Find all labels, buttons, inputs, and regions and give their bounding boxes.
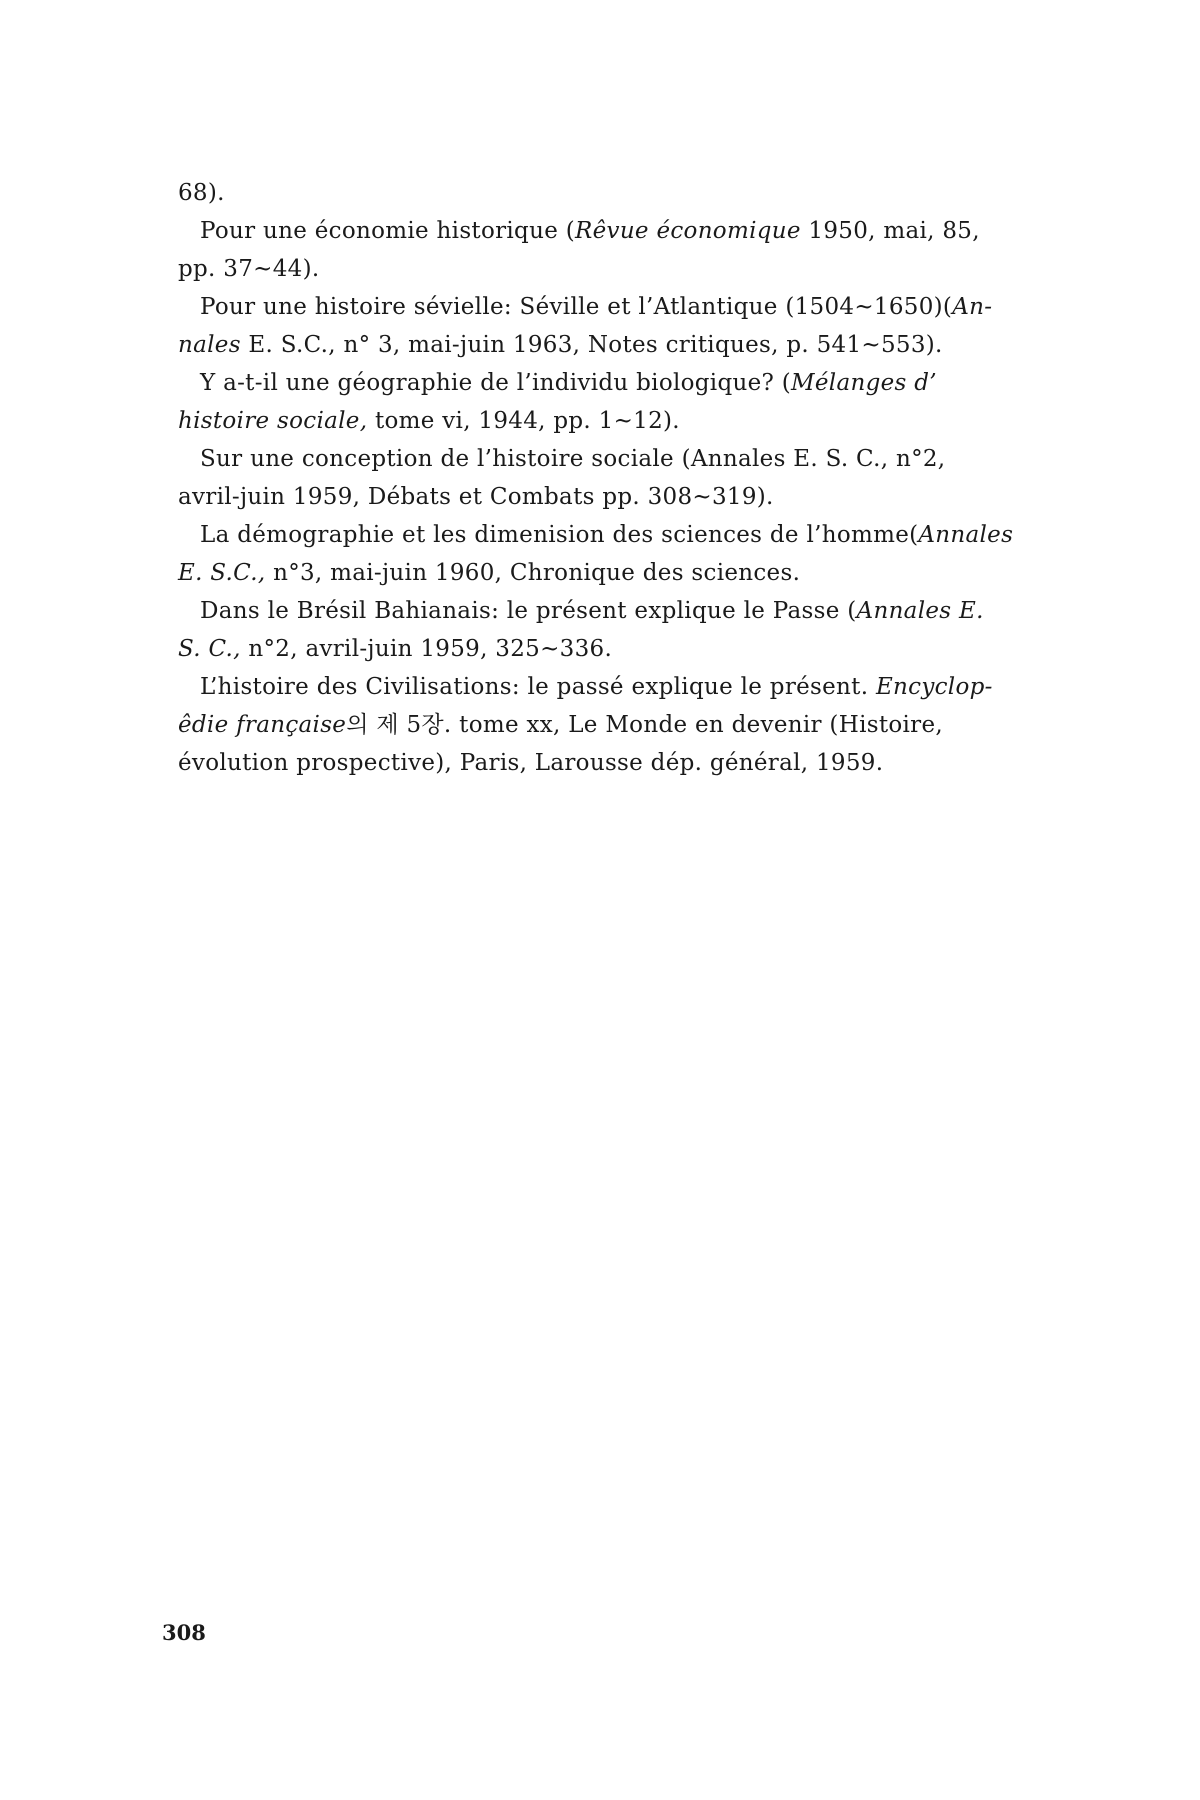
bibliography-entry [178,212,1006,288]
citation-text: Sur une conception de l’histoire sociale (Annales E. S. C., n°2, [200,446,946,472]
italic-title-text: Annales [918,522,1014,548]
citation-text: 1950, mai, 85, [800,218,980,244]
italic-title-text: êdie française [178,712,347,738]
bibliography-entry [178,592,1006,668]
italic-title-text: An- [952,294,993,320]
citation-text: Pour une histoire sévielle: Séville et l’Atlantique (1504~1650)( [200,294,953,320]
entry-line [178,478,1006,516]
entry-line [178,706,1006,744]
lead-line: 68). [178,180,225,206]
italic-title-text: nales [178,332,241,358]
entry-line [178,288,1006,326]
citation-text: Pour une économie historique ( [200,218,575,244]
entry-line [178,212,1006,250]
italic-title-text: histoire sociale, [178,408,368,434]
citation-text: évolution prospective), Paris, Larousse dép. général, 1959. [178,750,884,776]
citation-text: tome vi, 1944, pp. 1~12). [367,408,680,434]
citation-text: avril-juin 1959, Débats et Combats pp. 308~319). [178,484,774,510]
citation-text: n°3, mai-juin 1960, Chronique des sciences. [265,560,801,586]
entry-line [178,592,1006,630]
entry-line [178,364,1006,402]
citation-text: Dans le Brésil Bahianais: le présent explique le Passe ( [200,598,857,624]
bibliography-entry [178,516,1014,592]
citation-text: L’histoire des Civilisations: le passé explique le présent. [200,674,876,700]
entry-line [178,440,1006,478]
entry-line [178,630,1006,668]
italic-title-text: Rêvue économique [575,218,801,244]
citation-text: n°2, avril-juin 1959, 325~336. [240,636,613,662]
entry-line [178,326,1006,364]
page-number: 308 [162,1620,206,1645]
italic-title-text: E. S.C., [178,560,266,586]
entry-line [178,554,1006,592]
citation-text: 의 제 5장. tome xx, Le Monde en devenir (Histoire, [346,712,943,738]
citation-text: pp. 37~44). [178,256,320,282]
entry-line [178,668,1006,706]
italic-title-text: Encyclop- [875,674,993,700]
entry-line [178,250,1006,288]
italic-title-text: S. C., [178,636,241,662]
bibliography-entry [178,668,1006,782]
entry-line [178,516,1014,554]
entry-line [178,402,1006,440]
entry-line [178,744,1006,782]
bibliography-entry [178,288,1006,364]
citation-text: Y a-t-il une géographie de l’individu biologique? ( [200,370,792,396]
citation-text: E. S.C., n° 3, mai-juin 1963, Notes critiques, p. 541~553). [240,332,943,358]
bibliography-list [178,174,1014,782]
italic-title-text: Annales E. [856,598,984,624]
bibliography-entry [178,364,1006,440]
citation-text: La démographie et les dimenision des sciences de l’homme( [200,522,919,548]
bibliography-entry [178,440,1006,516]
italic-title-text: Mélanges d’ [791,370,937,396]
